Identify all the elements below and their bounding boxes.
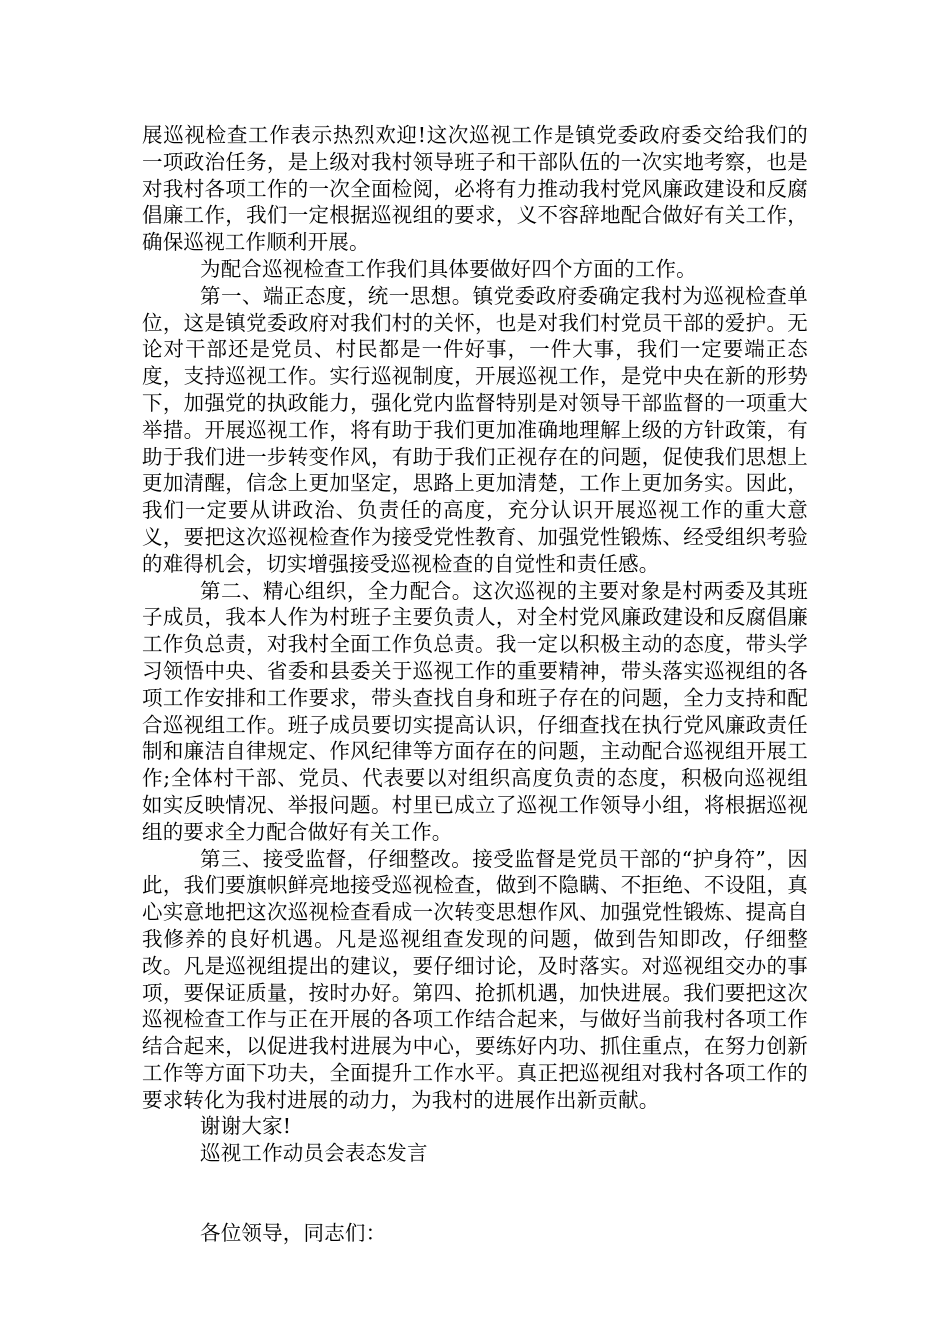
paragraph-greeting: 各位领导，同志们： [200,1221,387,1246]
document-page [142,122,808,1247]
paragraph-four-aspects: 为配合巡视检查工作我们具体要做好四个方面的工作。 [200,256,697,281]
paragraph-speech-title: 巡视工作动员会表态发言 [200,1141,428,1166]
paragraph-third-fourth-point: 第三、接受监督，仔细整改。接受监督是党员干部的“护身符”，因此，我们要旗帜鲜亮地接受巡视检查，做到不隐瞒、不拒绝、不设阻，真心实意地把这次巡视检查看成一次转变思想作风、加强党性锻炼、提高自我修养的良好机遇。凡是巡视组查发现的问题，做到告知即改，仔细整改。凡是巡视组提出的建议，要仔细讨论，及时落实。对巡视组交办的事项，要保证质量，按时办好。第四、抢抓机遇，加快进展。我们要把这次巡视检查工作与正在开展的各项工作结合起来，与做好当前我村各项工作结合起来，以促进我村进展为中心，要练好内功、抓住重点，在努力创新工作等方面下功夫，全面提升工作水平。真正把巡视组对我村各项工作的要求转化为我村进展的动力，为我村的进展作出新贡献。 [142,846,808,1112]
paragraph-first-point: 第一、端正态度，统一思想。镇党委政府委确定我村为巡视检查单位，这是镇党委政府对我们村的关怀，也是对我们村党员干部的爱护。无论对干部还是党员、村民都是一件好事，一件大事，我们一定要端正态度，支持巡视工作。实行巡视制度，开展巡视工作，是党中央在新的形势下，加强党的执政能力，强化党内监督特别是对领导干部监督的一项重大举措。开展巡视工作，将有助于我们更加准确地理解上级的方针政策，有助于我们进一步转变作风，有助于我们正视存在的问题，促使我们思想上更加清醒，信念上更加坚定，思路上更加清楚，工作上更加务实。因此，我们一定要从讲政治、负责任的高度，充分认识开展巡视工作的重大意义，要把这次巡视检查作为接受党性教育、加强党性锻炼、经受组织考验的难得机会，切实增强接受巡视检查的自觉性和责任感。 [142,283,808,576]
paragraph-second-point: 第二、精心组织，全力配合。这次巡视的主要对象是村两委及其班子成员，我本人作为村班子主要负责人，对全村党风廉政建设和反腐倡廉工作负总责，对我村全面工作负总责。我一定以积极主动的态度，带头学习领悟中央、省委和县委关于巡视工作的重要精神，带头落实巡视组的各项工作安排和工作要求，带头查找自身和班子存在的问题，全力支持和配合巡视组工作。班子成员要切实提高认识，仔细查找在执行党风廉政责任制和廉洁自律规定、作风纪律等方面存在的问题，主动配合巡视组开展工作;全体村干部、党员、代表要以对组织高度负责的态度，积极向巡视组如实反映情况、举报问题。村里已成立了巡视工作领导小组，将根据巡视组的要求全力配合做好有关工作。 [142,578,808,844]
paragraph-thanks: 谢谢大家! [200,1114,292,1139]
blank-line [142,1167,808,1220]
paragraph-intro: 展巡视检查工作表示热烈欢迎!这次巡视工作是镇党委政府委交给我们的一项政治任务，是上级对我村领导班子和干部队伍的一次实地考察，也是对我村各项工作的一次全面检阅，必将有力推动我村党风廉政建设和反腐倡廉工作，我们一定根据巡视组的要求，义不容辞地配合做好有关工作，确保巡视工作顺利开展。 [142,123,808,255]
